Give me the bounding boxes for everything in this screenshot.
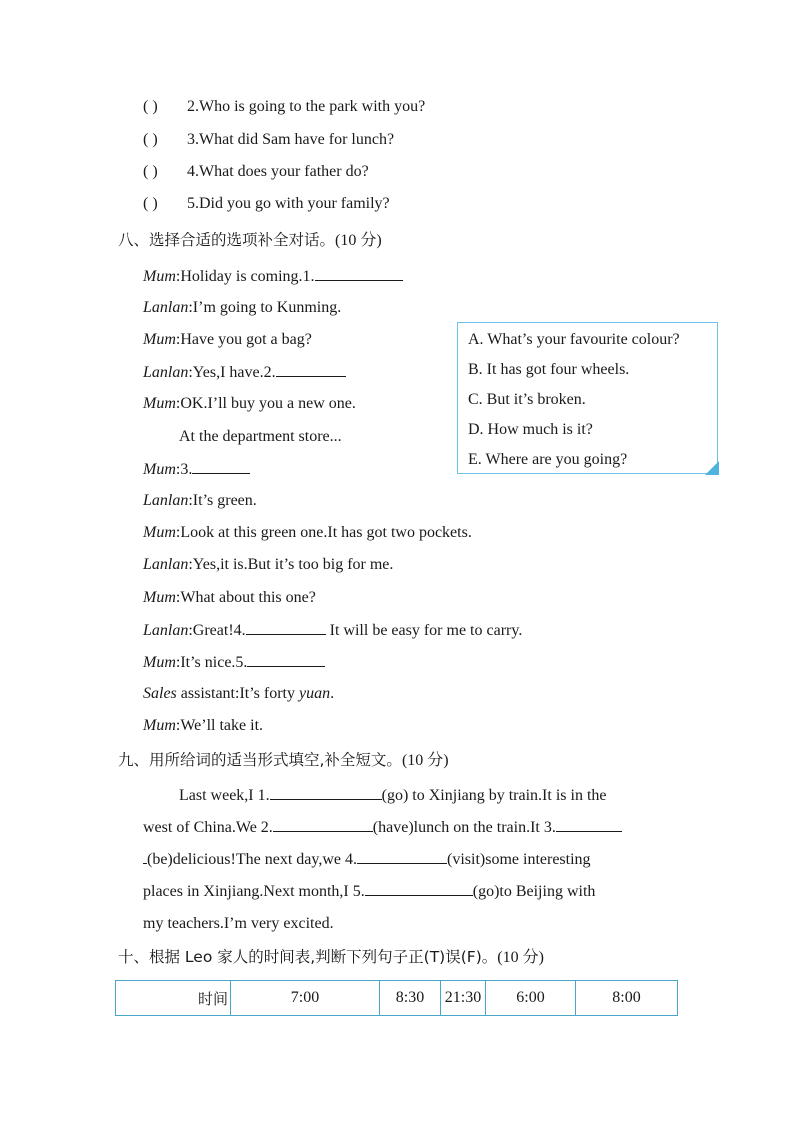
table-cell: 7:00 [231, 981, 380, 1016]
dialogue-line [143, 522, 472, 544]
passage-text: my teachers.I’m very excited. [143, 915, 334, 932]
question-5 [143, 193, 390, 215]
dialogue-line [143, 651, 325, 674]
speaker: Lanlan [143, 299, 189, 316]
section-title: 八、选择合适的选项补全对话。 [118, 231, 336, 249]
answer-blank[interactable] [273, 816, 373, 832]
answer-paren: ( ) [143, 163, 158, 180]
passage-line [143, 880, 677, 903]
answer-blank[interactable] [357, 848, 447, 864]
dialogue-line [143, 587, 316, 609]
dialogue-text: :Yes,it is.But it’s too big for me. [188, 556, 394, 573]
answer-paren: ( ) [143, 131, 158, 148]
speaker: Mum [143, 461, 176, 478]
dialogue-line [143, 619, 522, 642]
passage-text: (go)to Beijing with [472, 883, 596, 900]
dialogue-line [143, 297, 341, 319]
answer-blank[interactable] [276, 361, 346, 377]
dialogue-text: :What about this one? [175, 589, 316, 606]
speaker: Mum [143, 589, 176, 606]
passage-line [143, 913, 677, 935]
passage-line [179, 784, 713, 807]
question-text: 3.What did Sam have for lunch? [187, 131, 395, 148]
question-3 [143, 129, 394, 151]
answer-blank[interactable] [192, 458, 250, 474]
dialogue-text: :3. [175, 461, 193, 478]
dialogue-text: assistant:It’s forty [176, 685, 299, 702]
dialogue-text: :I’m going to Kunming. [188, 299, 342, 316]
dialogue-text: :We’ll take it. [175, 717, 264, 734]
passage-text: (have)lunch on the train.It 3. [372, 819, 556, 836]
speaker: Lanlan [143, 556, 189, 573]
passage-line [143, 848, 677, 871]
question-text: 2.Who is going to the park with you? [187, 98, 426, 115]
table-cell: 6:00 [486, 981, 576, 1016]
passage-text: west of China.We 2. [143, 819, 273, 836]
passage-text: (be)delicious!The next day,we 4. [147, 851, 357, 868]
passage-text: places in Xinjiang.Next month,I 5. [143, 883, 365, 900]
dialogue-line [143, 490, 257, 512]
dialogue-text-after: It will be easy for me to carry. [325, 622, 523, 639]
dialogue-text: :Look at this green one.It has got two pockets. [175, 524, 472, 541]
speaker: Mum [143, 717, 176, 734]
speaker: Lanlan [143, 492, 189, 509]
italic-word: yuan [299, 685, 331, 702]
option-e: E. Where are you going? [468, 451, 628, 468]
dialogue-text: At the department store... [179, 428, 342, 445]
answer-blank[interactable] [270, 784, 382, 800]
section-10-heading [118, 946, 544, 969]
dialogue-text: :Have you got a bag? [175, 331, 312, 348]
answer-blank[interactable] [315, 265, 403, 281]
page-fold-icon [705, 461, 719, 475]
table-cell: 21:30 [441, 981, 486, 1016]
answer-blank[interactable] [247, 651, 325, 667]
passage-text: Last week,I 1. [179, 787, 270, 804]
section-title: 九、用所给词的适当形式填空,补全短文。 [118, 751, 402, 769]
dialogue-text: :Great!4. [188, 622, 246, 639]
dialogue-line [143, 265, 403, 288]
section-9-heading [118, 749, 449, 772]
option-c: C. But it’s broken. [468, 391, 586, 408]
dialogue-text: :OK.I’ll buy you a new one. [175, 395, 356, 412]
question-text: 4.What does your father do? [187, 163, 369, 180]
dialogue-text: :It’s green. [188, 492, 257, 509]
speaker: Lanlan [143, 622, 189, 639]
speaker: Lanlan [143, 364, 189, 381]
speaker: Mum [143, 331, 176, 348]
timetable [115, 980, 678, 1016]
table-cell: 8:30 [380, 981, 441, 1016]
table-cell: 8:00 [576, 981, 678, 1016]
table-header-cell: 时间 [116, 981, 231, 1016]
dialogue-line [143, 393, 356, 415]
dialogue-text: :Yes,I have.2. [188, 364, 276, 381]
dialogue-line [143, 361, 346, 384]
answer-paren: ( ) [143, 98, 158, 115]
dialogue-text: :It’s nice.5. [175, 654, 248, 671]
section-8-heading [118, 229, 382, 252]
answer-blank[interactable] [556, 816, 622, 832]
section-title: 十、根据 Leo 家人的时间表,判断下列句子正(T)误(F)。 [118, 948, 498, 966]
passage-text: (go) to Xinjiang by train.It is in the [381, 787, 607, 804]
option-d: D. How much is it? [468, 421, 593, 438]
speaker: Sales [143, 685, 177, 702]
speaker: Mum [143, 395, 176, 412]
dialogue-line [143, 683, 334, 705]
question-text: 5.Did you go with your family? [187, 195, 390, 212]
section-points: (10 分) [497, 949, 544, 966]
speaker: Mum [143, 654, 176, 671]
table-row [116, 981, 678, 1016]
option-b: B. It has got four wheels. [468, 361, 630, 378]
speaker: Mum [143, 268, 176, 285]
answer-blank[interactable] [365, 880, 473, 896]
option-a: A. What’s your favourite colour? [468, 331, 680, 348]
dialogue-line [143, 554, 393, 576]
passage-line [143, 816, 677, 839]
dialogue-line [143, 329, 312, 351]
question-4 [143, 161, 369, 183]
scene-note [179, 426, 342, 448]
dialogue-text: :Holiday is coming.1. [175, 268, 315, 285]
answer-paren: ( ) [143, 195, 158, 212]
speaker: Mum [143, 524, 176, 541]
passage-text: (visit)some interesting [447, 851, 591, 868]
dialogue-text-after: . [330, 685, 335, 702]
section-points: (10 分) [401, 752, 449, 769]
dialogue-line [143, 715, 263, 737]
section-points: (10 分) [335, 232, 382, 249]
question-2 [143, 96, 425, 118]
options-box [457, 322, 718, 474]
dialogue-line [143, 458, 250, 481]
answer-blank[interactable] [246, 619, 326, 635]
